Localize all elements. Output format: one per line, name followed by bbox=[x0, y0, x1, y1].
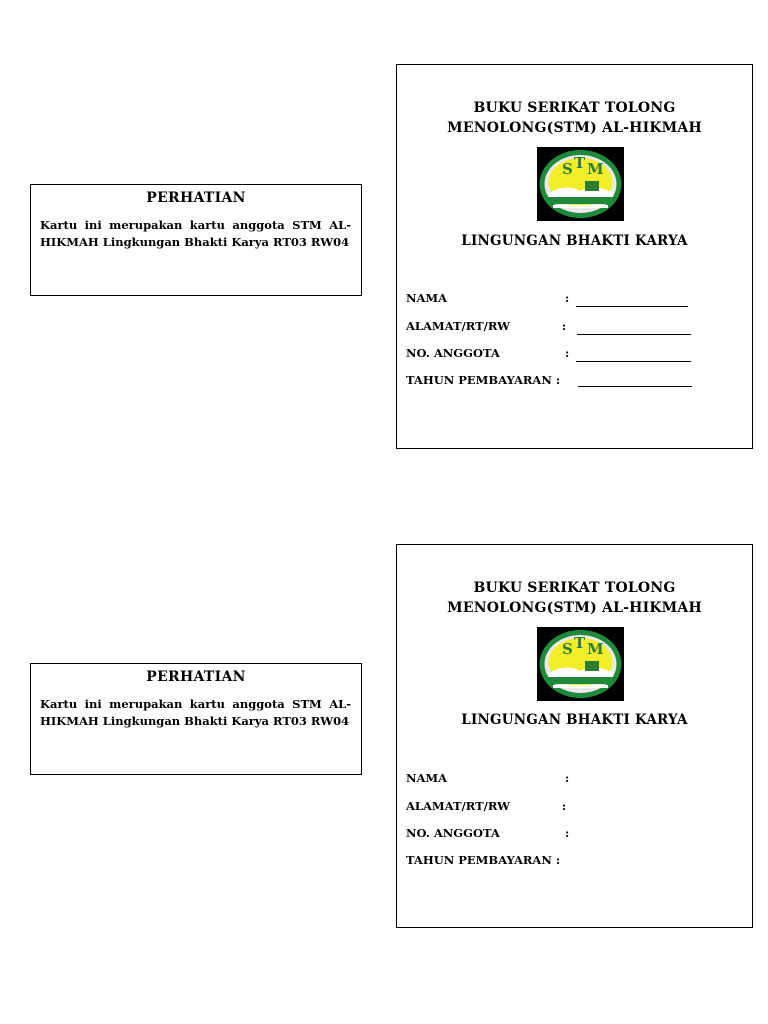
card-title bbox=[397, 98, 752, 138]
field-alamat bbox=[406, 319, 510, 335]
stm-logo-icon bbox=[537, 147, 624, 221]
field-no-anggota bbox=[406, 346, 500, 362]
field-label-no-anggota: NO. ANGGOTA bbox=[406, 346, 500, 360]
svg-text:M: M bbox=[587, 160, 604, 178]
field-label-alamat: ALAMAT/RT/RW bbox=[406, 799, 511, 813]
field-colon-alamat: : bbox=[562, 319, 567, 333]
field-label-nama: NAMA bbox=[406, 291, 448, 305]
notice-body: Kartu ini merupakan kartu anggota STM AL-HIKMAH Lingkungan Bhakti Karya RT03 RW04 bbox=[40, 697, 351, 728]
field-label-nama: NAMA bbox=[406, 771, 448, 785]
field-colon-tahun-pembayaran: : bbox=[555, 373, 561, 387]
svg-text:S: S bbox=[562, 640, 573, 658]
field-label-tahun-pembayaran: TAHUN PEMBAYARAN bbox=[406, 373, 552, 387]
card-subtitle: LINGUNGAN BHAKTI KARYA bbox=[461, 712, 688, 728]
card-title-line-2: MENOLONG(STM) AL-HIKMAH bbox=[447, 600, 702, 616]
card-title bbox=[397, 578, 752, 618]
field-tahun-pembayaran bbox=[406, 853, 560, 869]
stm-logo-icon bbox=[537, 627, 624, 701]
field-input-line-nama[interactable] bbox=[576, 306, 688, 307]
field-input-line-no-anggota[interactable] bbox=[576, 361, 691, 362]
field-label-tahun-pembayaran: TAHUN PEMBAYARAN bbox=[406, 853, 552, 867]
card-title-line-2: MENOLONG(STM) AL-HIKMAH bbox=[447, 120, 702, 136]
field-no-anggota bbox=[406, 826, 500, 842]
svg-text:T: T bbox=[574, 154, 586, 172]
svg-text:M: M bbox=[587, 640, 604, 658]
notice-box-2 bbox=[30, 663, 362, 775]
card-title-line-1: BUKU SERIKAT TOLONG bbox=[473, 100, 676, 116]
notice-title: PERHATIAN bbox=[146, 190, 246, 206]
field-colon-alamat: : bbox=[562, 799, 567, 813]
field-input-line-tahun-pembayaran[interactable] bbox=[578, 386, 692, 387]
card-title-line-1: BUKU SERIKAT TOLONG bbox=[473, 580, 676, 596]
field-colon-no-anggota: : bbox=[565, 346, 570, 360]
membership-card-1 bbox=[396, 64, 753, 449]
field-nama bbox=[406, 291, 447, 307]
notice-box-1 bbox=[30, 184, 362, 296]
field-colon-nama: : bbox=[565, 291, 570, 305]
field-label-no-anggota: NO. ANGGOTA bbox=[406, 826, 500, 840]
field-input-line-alamat[interactable] bbox=[577, 334, 691, 335]
stm-logo bbox=[537, 627, 624, 701]
field-label-alamat: ALAMAT/RT/RW bbox=[406, 319, 511, 333]
field-colon-no-anggota: : bbox=[565, 826, 570, 840]
field-alamat bbox=[406, 799, 510, 815]
field-tahun-pembayaran bbox=[406, 373, 560, 389]
stm-logo bbox=[537, 147, 624, 221]
svg-text:T: T bbox=[574, 634, 586, 652]
field-colon-tahun-pembayaran: : bbox=[555, 853, 561, 867]
notice-body: Kartu ini merupakan kartu anggota STM AL-HIKMAH Lingkungan Bhakti Karya RT03 RW04 bbox=[40, 218, 351, 249]
field-nama bbox=[406, 771, 447, 787]
membership-card-2 bbox=[396, 544, 753, 928]
svg-text:S: S bbox=[562, 160, 573, 178]
card-subtitle: LINGUNGAN BHAKTI KARYA bbox=[461, 233, 688, 249]
notice-title: PERHATIAN bbox=[146, 669, 246, 685]
field-colon-nama: : bbox=[565, 771, 570, 785]
